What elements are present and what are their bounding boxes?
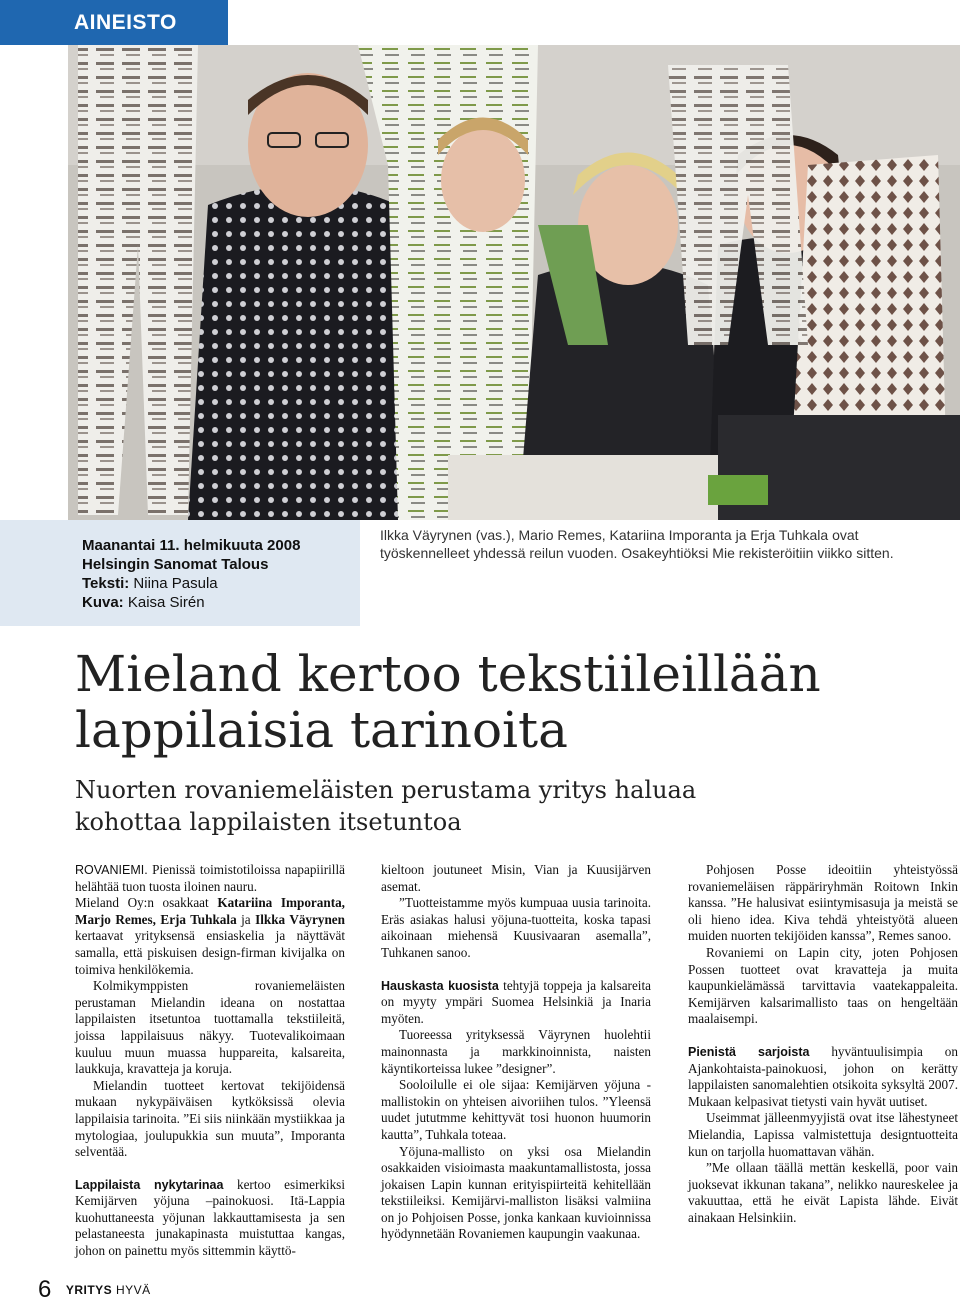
brand-bold: YRITYS — [65, 1283, 113, 1297]
paragraph: Rovaniemi on Lapin city, joten Pohjosen Possen tuotteet ovat kravatteja ja muita kaupunkielämässä tarvittavia vaatekappaleita. Kemijärven kalsarimallisto taas on hengeltään maalaisempi. — [688, 944, 958, 1027]
paragraph: ”Me ollaan täällä mettän keskellä, poor vain juoksevat ikkunan takana”, nelikko naureskelee ja vakuuttaa, että he eivät Lapista lähde. Eivät ainakaan Helsinkiin. — [688, 1160, 958, 1225]
paragraph — [75, 895, 345, 978]
lead-in: Hauskasta kuosista — [381, 978, 499, 993]
headline-line-2: lappilaisia tarinoita — [75, 701, 568, 759]
dateline: ROVANIEMI. — [75, 863, 148, 877]
photo-credit-label: Kuva: — [82, 594, 124, 611]
article-subheadline — [75, 774, 935, 838]
paragraph: ”Tuotteistamme myös kumpuaa uusia tarinoita. Eräs asiakas halusi yöjuna-tuotteita, koska tapasi aikoinaan miehensä Kuusivaaran asemalla”, Tuhkanen sanoo. — [381, 895, 651, 960]
paragraph-text: kertaavat yrityksensä ensiaskelia ja näyttävät samalla, että piskuisen design-firman kivijalka on toimiva henkilökemia. — [75, 928, 345, 977]
paragraph: Tuoreessa yrityksessä Väyrynen huolehtii mainonnasta ja markkinoinnista, naisten käyntikorteissa lukee ”designer”. — [381, 1027, 651, 1076]
paragraph — [381, 978, 651, 1028]
paragraph: Sooloilulle ei ole sijaa: Kemijärven yöjuna -mallistokin on yhteisen aivoriihen tulos. ”Yleensä uudet jututmme kehittyvät tosi huonon huumorin kautta”, Tuhkala toteaa. — [381, 1077, 651, 1142]
text-credit-author: Niina Pasula — [133, 575, 218, 592]
subhead-line-1: Nuorten rovaniemeläisten perustama yritys haluaa — [75, 776, 697, 804]
publication-info — [0, 520, 360, 626]
person-name: Ilkka Väyrynen — [255, 911, 345, 927]
paragraph: Useimmat jälleenmyyjistä ovat itse lähestyneet Mielandia, Lapissa valmistettuja designtuotteita kun on tarjolla huomattavan vähän. — [688, 1110, 958, 1159]
paragraph: kieltoon joutuneet Misin, Vian ja Kuusijärven asemat. — [381, 862, 651, 894]
article-photo — [68, 45, 960, 520]
subhead-line-2: kohottaa lappilaisten itsetuntoa — [75, 808, 462, 836]
publication-date: Maanantai 11. helmikuuta 2008 — [82, 537, 301, 554]
article-column-2 — [381, 862, 651, 1243]
person-names: Katariina Imporanta, Marjo Remes, Erja Tuhkala — [75, 895, 345, 927]
paragraph: Pohjosen Posse ideoitiin yhteistyössä rovaniemeläisen räppäriryhmän Roitown Inkin kanssa. ”He halusivat esiintymisasuja ja meistä se oli hieno idea. Kiva tehdä yhteistyötä alueen muiden nuorten tekijöiden kanssa”, Remes sanoo. — [688, 862, 958, 944]
paragraph — [75, 1177, 345, 1260]
paragraph-text: Mieland Oy:n osakkaat — [75, 895, 218, 911]
paragraph-text: tehtyjä toppeja ja kalsareita on myyty ympäri Suomea Helsinkiä ja Inaria myöten. — [381, 977, 651, 1026]
page-number: 6 — [38, 1276, 52, 1303]
lead-in: Lappilaista nykytarinaa — [75, 1177, 224, 1192]
magazine-brand — [66, 1283, 151, 1297]
paragraph — [688, 1044, 958, 1110]
page-footer — [38, 1276, 151, 1304]
photo-caption: Ilkka Väyrynen (vas.), Mario Remes, Katariina Imporanta ja Erja Tuhkala ovat työskennelleet yhdessä reilun vuoden. Osakeyhtiöksi Mie rekisteröitiin viikko sitten. — [380, 527, 894, 561]
section-tag: AINEISTO — [0, 0, 228, 45]
paragraph-text: Pienissä toimistotiloissa napapiirillä helähtää tuon tuosta iloinen nauru. — [75, 862, 345, 894]
paragraph: Mielandin tuotteet kertovat tekijöidensä mukaan nykypäiväisen kytköksissä olevia lappilaisia tarinoita. ”Ei siis niinkään mystiikkaa ja mytologiaa, joulupukkia sun muuta”, Imporanta selventää. — [75, 1077, 345, 1160]
article-column-3 — [688, 862, 958, 1226]
text-credit — [82, 574, 360, 593]
photo-credit — [82, 593, 360, 612]
article-column-1 — [75, 862, 345, 1260]
lead-in: Pienistä sarjoista — [688, 1044, 810, 1059]
article-headline — [75, 646, 935, 758]
paragraph-text: kertoo esimerkiksi Kemijärven yöjuna –painokuosi. Itä-Lappia kuohuttaneesta yöjunan lakkauttamisesta ja sen pelastaneesta junakapinasta muistuttaa kangas, johon on painettu myös sittemmin käyttö- — [75, 1176, 345, 1259]
paragraph — [75, 862, 345, 895]
brand-light: HYVÄ — [116, 1283, 151, 1297]
publication-name: Helsingin Sanomat Talous — [82, 556, 269, 573]
text-credit-label: Teksti: — [82, 575, 130, 592]
photo-credit-author: Kaisa Sirén — [127, 594, 205, 611]
headline-line-1: Mieland kertoo tekstiileillään — [75, 645, 821, 703]
paragraph: Kolmikymppisten rovaniemeläisten perustaman Mielandin ideana on nostattaa lappilaisten itsetuntoa tuottamalla tekstiileitä, joissa lappilaisuus näkyy. Tuotevalikoimaan kuuluu muun muassa huppareita, kalsareita, laukkuja, kravatteja ja koruja. — [75, 978, 345, 1077]
paragraph: Yöjuna-mallisto on yksi osa Mielandin osakkaiden visioimasta maakuntamallistosta, jossa jokaisen Lapin kunnan erityispiirteitä kehitellään tekstiileiksi. Kemijärvi-malliston lisäksi valmiina on jo Pohjoisen Posse, jonka kankaan kuvioinnissa hyödynnetään Rovaniemen kaupungin vaakunaa. — [381, 1143, 651, 1242]
paragraph-text: ja — [236, 911, 256, 927]
paragraph-text: hyväntuulisimpia on Ajankohtaista-painokuosi, johon on kerätty lappilaisten sanomalehtien otsikoita syksyltä 2007. Mukaan kelpasivat tietysti vain hyvät uutiset. — [688, 1043, 958, 1109]
